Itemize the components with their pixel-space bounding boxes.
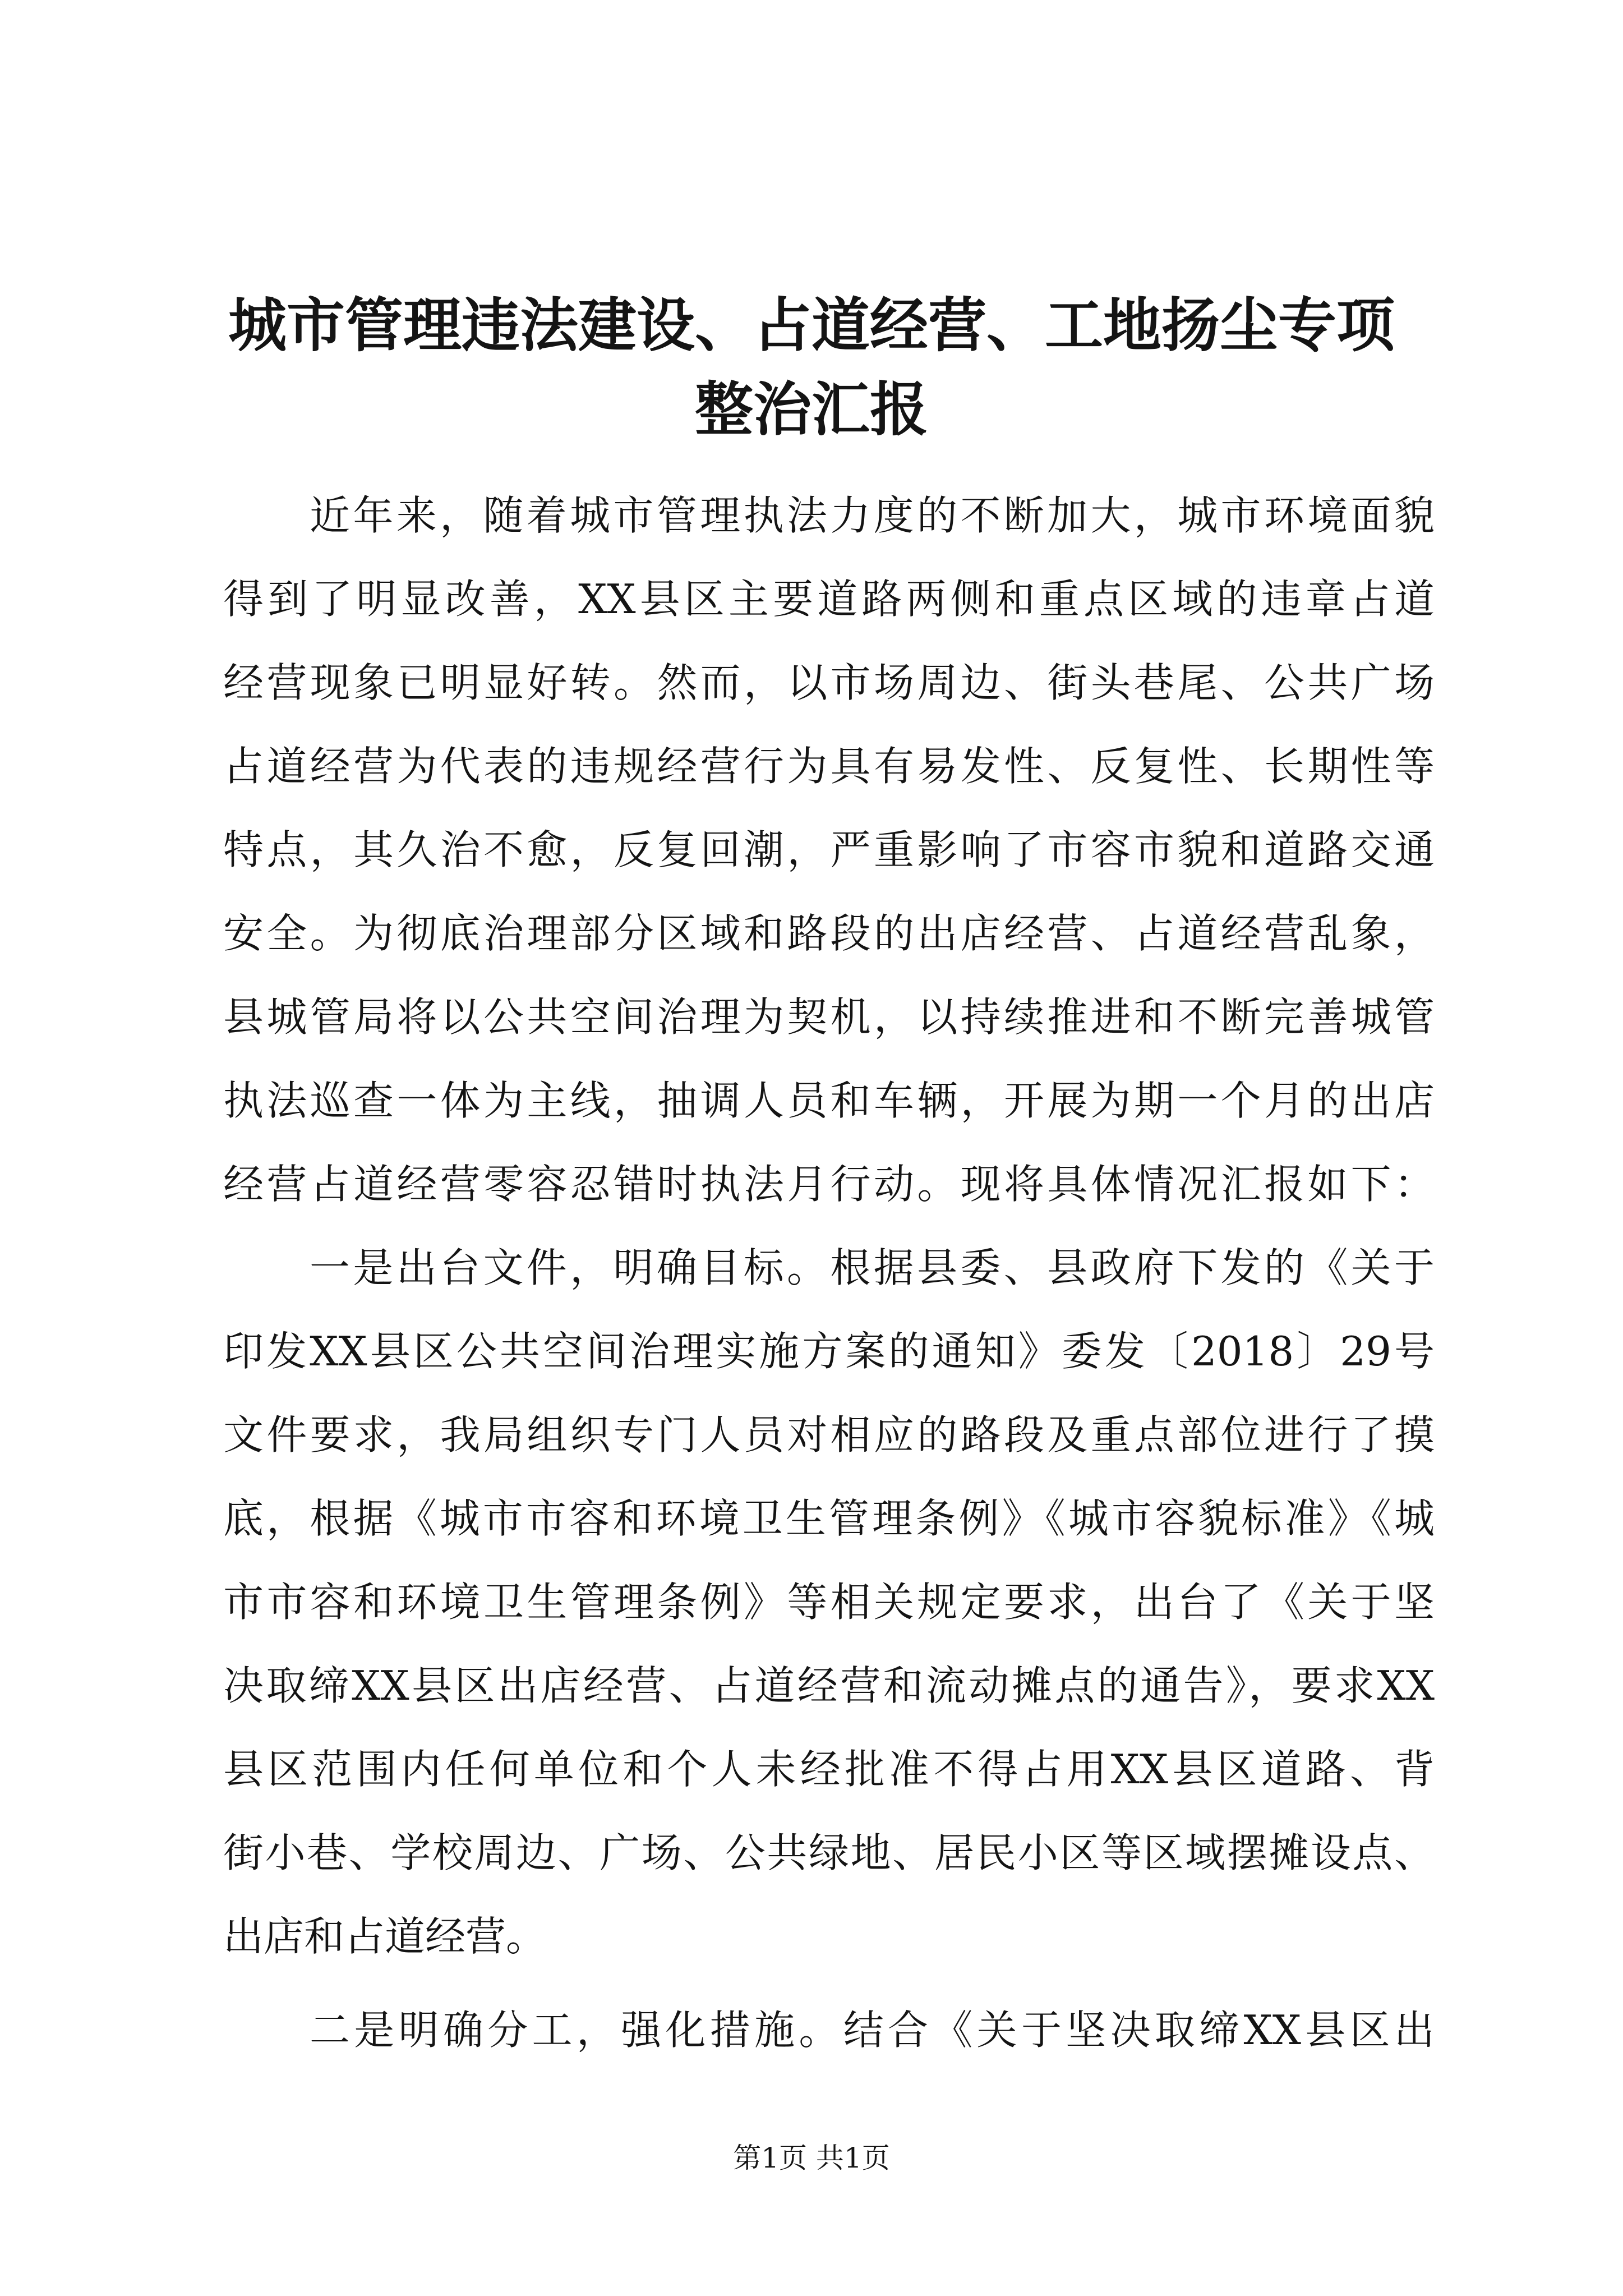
body-line — [223, 1310, 1435, 1393]
body-line-text: 经营占道经营零容忍错时执法月行动。现将具体情况汇报如下： — [223, 1161, 1435, 1208]
document-title-line-1: 城市管理违法建设、占道经营、工地扬尘专项 — [228, 291, 1395, 360]
body-line-text: 县城管局将以公共空间治理为契机，以持续推进和不断完善城管 — [223, 993, 1435, 1041]
body-line — [223, 1059, 1435, 1143]
body-line-text: 得到了明显改善，XX县区主要道路两侧和重点区域的违章占道 — [223, 576, 1435, 623]
page-footer: 第1页 共1页 — [733, 2142, 890, 2174]
body-line — [223, 1989, 1435, 2072]
document-title-line-2: 整治汇报 — [694, 375, 928, 444]
body-line — [223, 1811, 1435, 1895]
body-line-text: 底，根据《城市市容和环境卫生管理条例》《城市容貌标准》《城 — [223, 1495, 1435, 1542]
body-line — [223, 641, 1435, 725]
body-line — [223, 1226, 1435, 1310]
body-line-text: 二是明确分工，强化措施。结合《关于坚决取缔XX县区出 — [310, 2007, 1435, 2054]
body-line-text: 街小巷、学校周边、广场、公共绿地、居民小区等区域摆摊设点、 — [223, 1829, 1435, 1876]
body-line — [223, 808, 1435, 892]
body-line — [223, 1393, 1435, 1477]
body-line-text: 市市容和环境卫生管理条例》等相关规定要求，出台了《关于坚 — [223, 1579, 1435, 1626]
body-line-text: 安全。为彻底治理部分区域和路段的出店经营、占道经营乱象， — [223, 910, 1435, 957]
body-line-text: 近年来，随着城市管理执法力度的不断加大，城市环境面貌 — [310, 492, 1435, 539]
body-line — [223, 1143, 1435, 1226]
body-line — [223, 1728, 1435, 1811]
paragraph-gap — [223, 1978, 1435, 1989]
body-line-text: 印发XX县区公共空间治理实施方案的通知》委发〔2018〕29号 — [223, 1328, 1435, 1375]
body-line — [223, 1477, 1435, 1561]
body-line — [223, 892, 1435, 976]
body-line — [223, 1644, 1435, 1728]
body-line — [223, 474, 1435, 558]
body-line-text: 文件要求，我局组织专门人员对相应的路段及重点部位进行了摸 — [223, 1411, 1435, 1458]
body-line-text: 特点，其久治不愈，反复回潮，严重影响了市容市貌和道路交通 — [223, 826, 1435, 873]
body-line — [223, 725, 1435, 808]
body-line-text: 出店和占道经营。 — [223, 1913, 547, 1960]
body-line-text: 一是出台文件，明确目标。根据县委、县政府下发的《关于 — [310, 1244, 1435, 1291]
body-line — [223, 976, 1435, 1059]
body-line-text: 县区范围内任何单位和个人未经批准不得占用XX县区道路、背 — [223, 1746, 1435, 1793]
body-line-text: 执法巡查一体为主线，抽调人员和车辆，开展为期一个月的出店 — [223, 1077, 1435, 1124]
body-line-text: 决取缔XX县区出店经营、占道经营和流动摊点的通告》，要求XX — [223, 1662, 1435, 1709]
body-line — [223, 558, 1435, 641]
body-line — [223, 1561, 1435, 1644]
body-line-text: 占道经营为代表的违规经营行为具有易发性、反复性、长期性等 — [223, 743, 1435, 790]
body-line — [223, 1895, 1435, 1978]
body-line-text: 经营现象已明显好转。然而，以市场周边、街头巷尾、公共广场 — [223, 659, 1435, 706]
document-body — [223, 474, 1435, 2072]
